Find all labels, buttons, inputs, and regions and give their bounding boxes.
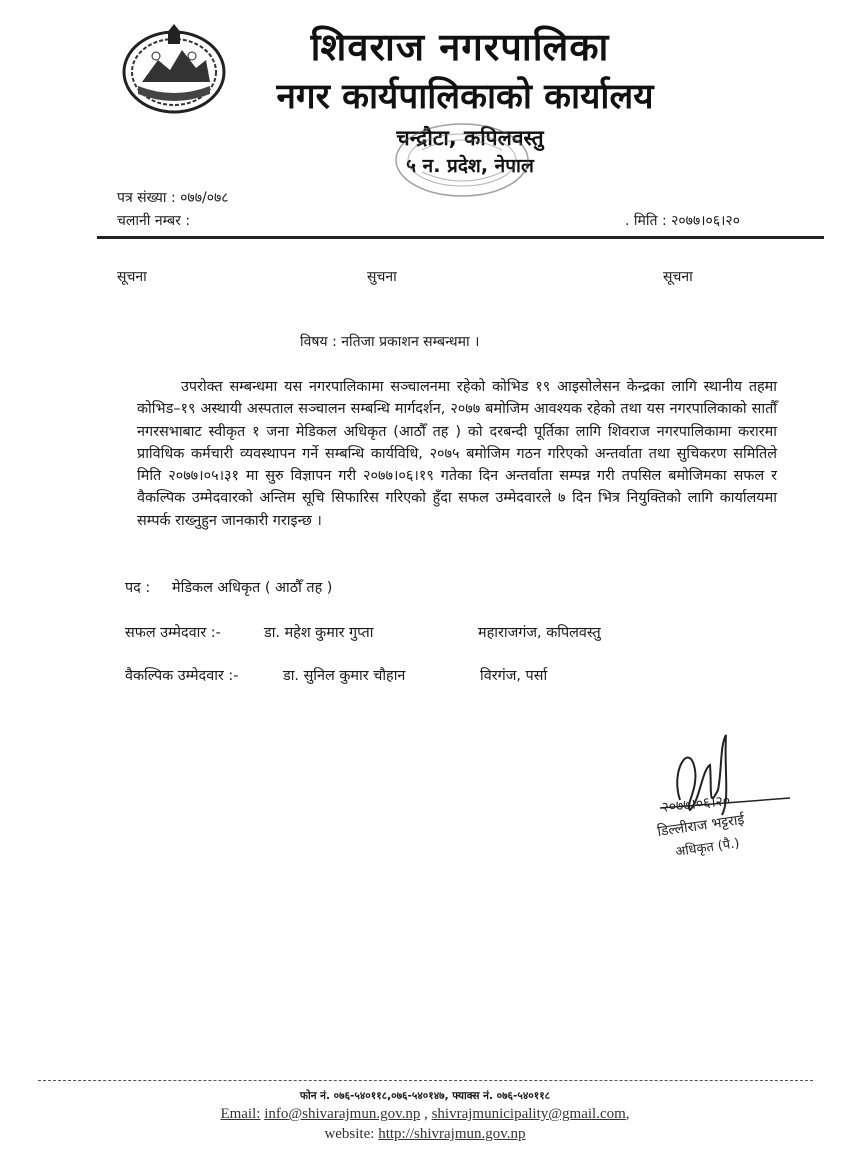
office-province: ५ न. प्रदेश, नेपाल <box>406 155 534 177</box>
footer-divider <box>38 1080 813 1081</box>
handwritten-signature <box>640 730 800 860</box>
svg-text:२०७७।०६।२०: २०७७।०६।२० <box>660 792 731 816</box>
office-location: चन्द्रौटा, कपिलवस्तु <box>396 126 544 150</box>
email-separator: , <box>420 1106 428 1122</box>
office-name: नगर कार्यपालिकाको कार्यालय <box>276 77 654 117</box>
selected-candidate-address: महाराजगंज, कपिलवस्तु <box>478 625 601 641</box>
svg-text:डिल्लीराज भट्टराई: डिल्लीराज भट्टराई <box>656 811 746 840</box>
email-link-info[interactable]: info@shivarajmun.gov.np <box>264 1106 421 1122</box>
alternate-candidate-name: डा. सुनिल कुमार चौहान <box>283 668 406 684</box>
notice-heading-right: सूचना <box>663 269 693 285</box>
email-link-gmail[interactable]: shivrajmunicipality@gmail.com <box>431 1106 626 1122</box>
selected-candidate-name: डा. महेश कुमार गुप्ता <box>264 625 374 641</box>
letter-date: . मिति : २०७७।०६।२० <box>625 213 740 229</box>
nepal-emblem-logo <box>118 20 230 120</box>
body-paragraph: उपरोक्त सम्बन्धमा यस नगरपालिकामा सञ्चालनमा रहेको कोभिड १९ आइसोलेसन केन्द्रका लागि स्थानीय तहमा कोभिड–१९ अस्थायी अस्पताल सञ्चालन सम्बन्धि मार्गदर्शन, २०७७ बमोजिम आवश्यक रहेको तथा यस नगरपालिकाको सातौँ नगरसभाबाट स्वीकृत १ जना मेडिकल अधिकृत (आठौँ तह ) को दरबन्दी पूर्तिका लागि शिवराज नगरपालिकामा करारमा प्राविधिक कर्मचारी व्यवस्थापन गर्ने सम्बन्धि कार्यविधि, २०७५ बमोजिम गठन गरिएको अन्तर्वाता तथा सुचिकरण समितिले मिति २०७७।०५।३१ मा सुरु विज्ञापन गरी २०७७।०६।१९ गतेका दिन अन्तर्वाता सम्पन्न गरी तपसिल बमोजिमका सफल र वैकल्पिक उम्मेदवारको अन्तिम सूचि सिफारिस गरिएको हुँदा सफल उम्मेदवारले ७ दिन भित्र नियुक्तिको लागि कार्यालयमा सम्पर्क राख्नुहुन जानकारी गराइन्छ । <box>137 379 777 529</box>
website-label: website: <box>324 1126 375 1142</box>
post-label: पद : <box>125 580 151 596</box>
footer-phone: फोन नं. ०७६-५४०११८,०७६-५४०१४७, फ्याक्स नं. ०७६-५४०११८ <box>299 1090 551 1102</box>
email-label: Email: <box>220 1106 261 1122</box>
municipality-name: शिवराज नगरपालिका <box>310 25 610 69</box>
selected-candidate-label: सफल उम्मेदवार :- <box>125 625 221 641</box>
footer-email-line <box>0 1106 850 1123</box>
alternate-candidate-address: विरगंज, पर्सा <box>480 668 548 684</box>
dispatch-number: चलानी नम्बर : <box>117 213 191 229</box>
footer-website-line <box>0 1126 850 1143</box>
office-stamp <box>392 120 532 200</box>
header-divider <box>97 236 824 239</box>
email-end: , <box>625 1106 630 1122</box>
svg-text:अधिकृत (पै.): अधिकृत (पै.) <box>674 836 741 860</box>
subject-line: विषय : नतिजा प्रकाशन सम्बन्धमा । <box>300 334 480 350</box>
website-link[interactable]: http://shivrajmun.gov.np <box>378 1126 526 1142</box>
post-value: मेडिकल अधिकृत ( आठौँ तह ) <box>172 580 333 596</box>
notice-heading-center: सुचना <box>367 269 397 285</box>
notice-heading-left: सूचना <box>117 269 147 285</box>
reference-number: पत्र संख्या : ०७७/०७८ <box>117 190 229 206</box>
alternate-candidate-label: वैकल्पिक उम्मेदवार :- <box>125 668 239 684</box>
